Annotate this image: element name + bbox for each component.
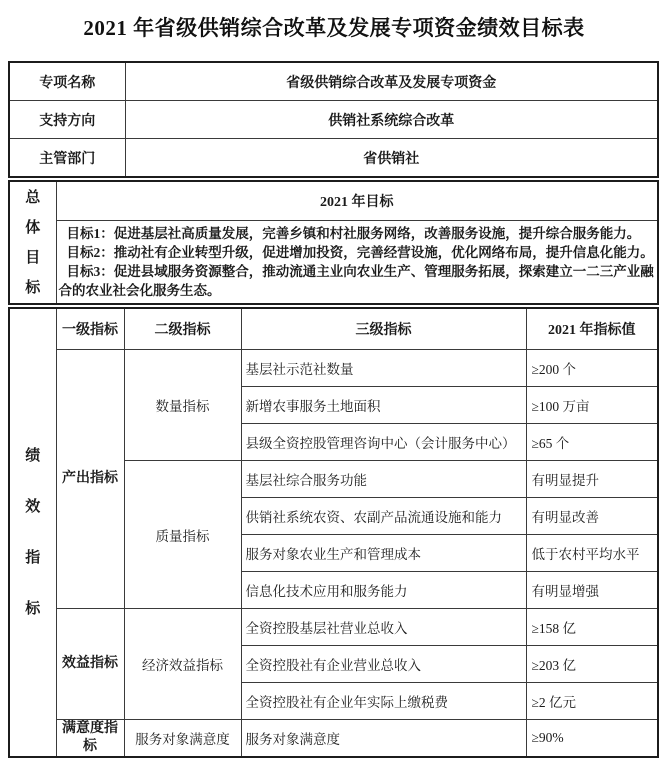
indicator-cell: 全资控股基层社营业总收入 bbox=[241, 609, 526, 646]
info-value-support-direction: 供销社系统综合改革 bbox=[125, 101, 658, 139]
target-cell: ≥2 亿元 bbox=[526, 683, 658, 720]
performance-side-label-cell bbox=[9, 308, 56, 757]
goal-1-text: 目标1：促进基层社高质量发展，完善乡镇和村社服务网络，改善服务设施，提升综合服务能力。 bbox=[66, 226, 641, 241]
level1-output-indicators: 产出指标 bbox=[56, 350, 124, 609]
goal-3-text: 目标3：促进县域服务资源整合，推动流通主业向农业生产、管理服务拓展，探索建立一二三产业融合的农业社会化服务生态。 bbox=[58, 264, 654, 298]
target-cell: ≥100 万亩 bbox=[526, 387, 658, 424]
col-header-level1: 一级指标 bbox=[56, 308, 124, 350]
overall-goal-text-row bbox=[9, 221, 658, 305]
level1-benefit-indicators: 效益指标 bbox=[56, 609, 124, 720]
target-cell: 低于农村平均水平 bbox=[526, 535, 658, 572]
goal-text-cell bbox=[56, 221, 658, 305]
col-header-target: 2021 年指标值 bbox=[526, 308, 658, 350]
indicator-row bbox=[9, 609, 658, 646]
indicator-row bbox=[9, 350, 658, 387]
basic-info-table bbox=[8, 61, 659, 178]
level2-quality-indicators: 质量指标 bbox=[124, 461, 241, 609]
col-header-level3: 三级指标 bbox=[241, 308, 526, 350]
info-label-competent-department: 主管部门 bbox=[9, 139, 125, 178]
indicator-cell: 县级全资控股管理咨询中心（会计服务中心） bbox=[241, 424, 526, 461]
indicator-cell: 基层社示范社数量 bbox=[241, 350, 526, 387]
performance-indicators-table bbox=[8, 307, 659, 758]
info-value-project-name: 省级供销综合改革及发展专项资金 bbox=[125, 62, 658, 101]
page-title: 2021 年省级供销综合改革及发展专项资金绩效目标表 bbox=[83, 16, 585, 40]
level2-service-satisfaction: 服务对象满意度 bbox=[124, 720, 241, 758]
info-value-competent-department: 省供销社 bbox=[125, 139, 658, 178]
performance-side-label: 绩效指标 bbox=[25, 447, 41, 617]
level2-quantity-indicators: 数量指标 bbox=[124, 350, 241, 461]
overall-goal-side-label: 总体目标 bbox=[25, 189, 41, 296]
overall-goal-header-row bbox=[9, 181, 658, 221]
target-cell: ≥65 个 bbox=[526, 424, 658, 461]
indicator-row bbox=[9, 720, 658, 758]
info-row-support-direction bbox=[9, 101, 658, 139]
target-cell: ≥200 个 bbox=[526, 350, 658, 387]
target-cell: 有明显增强 bbox=[526, 572, 658, 609]
target-cell: ≥90% bbox=[526, 720, 658, 758]
info-row-competent-department bbox=[9, 139, 658, 178]
level1-satisfaction-indicators: 满意度指标 bbox=[56, 720, 124, 758]
goal-2-text: 目标2：推动社有企业转型升级，促进增加投资，完善经营设施，优化网络布局，提升信息化能力。 bbox=[66, 245, 654, 260]
target-cell: ≥158 亿 bbox=[526, 609, 658, 646]
overall-goal-side-label-cell bbox=[9, 181, 56, 304]
info-label-support-direction: 支持方向 bbox=[9, 101, 125, 139]
indicator-cell: 全资控股社有企业营业总收入 bbox=[241, 646, 526, 683]
target-cell: 有明显改善 bbox=[526, 498, 658, 535]
indicator-cell: 供销社系统农资、农副产品流通设施和能力 bbox=[241, 498, 526, 535]
target-cell: ≥203 亿 bbox=[526, 646, 658, 683]
overall-goal-table bbox=[8, 180, 659, 305]
info-row-project-name bbox=[9, 62, 658, 101]
indicator-header-row bbox=[9, 308, 658, 350]
level2-economic-benefit-indicators: 经济效益指标 bbox=[124, 609, 241, 720]
goal-year-header: 2021 年目标 bbox=[56, 181, 658, 221]
indicator-cell: 全资控股社有企业年实际上缴税费 bbox=[241, 683, 526, 720]
indicator-cell: 新增农事服务土地面积 bbox=[241, 387, 526, 424]
info-label-project-name: 专项名称 bbox=[9, 62, 125, 101]
col-header-level2: 二级指标 bbox=[124, 308, 241, 350]
indicator-cell: 服务对象农业生产和管理成本 bbox=[241, 535, 526, 572]
target-cell: 有明显提升 bbox=[526, 461, 658, 498]
indicator-cell: 服务对象满意度 bbox=[241, 720, 526, 758]
indicator-cell: 基层社综合服务功能 bbox=[241, 461, 526, 498]
indicator-cell: 信息化技术应用和服务能力 bbox=[241, 572, 526, 609]
